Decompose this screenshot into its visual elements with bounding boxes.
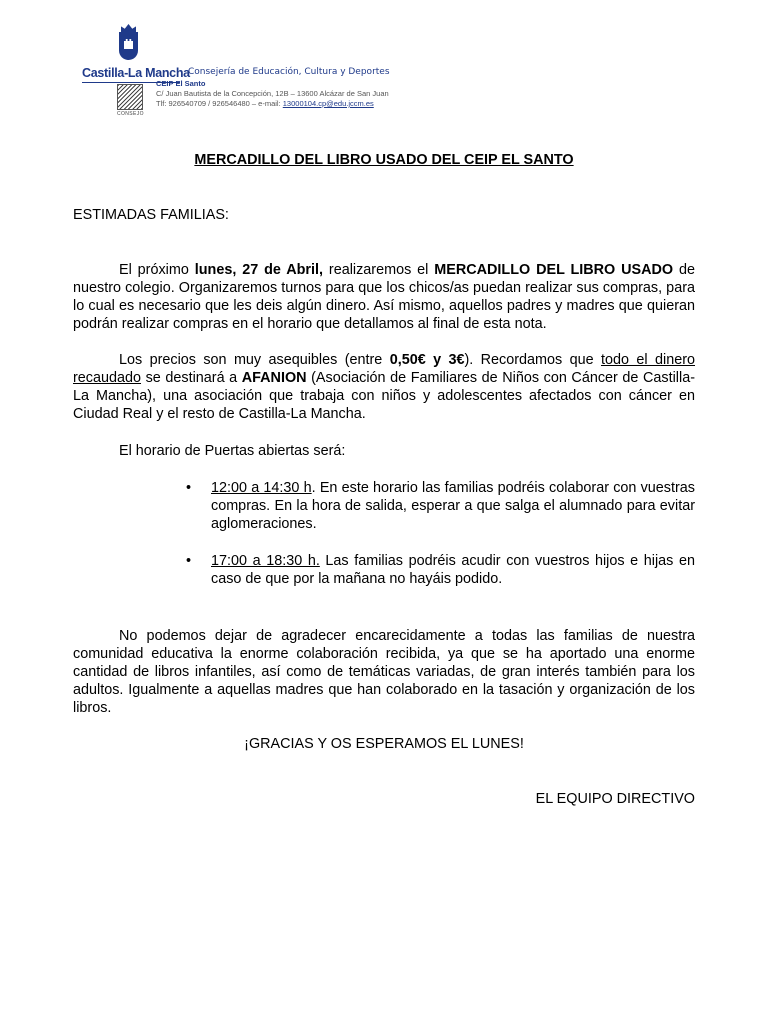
region-name: Castilla-La Mancha bbox=[82, 66, 190, 80]
school-address: C/ Juan Bautista de la Concepción, 12B – 13600 Alcázar de San Juan bbox=[156, 89, 389, 98]
bullet-icon: • bbox=[186, 553, 192, 569]
letterhead bbox=[80, 22, 400, 122]
schedule-time: 12:00 a 14:30 h bbox=[211, 480, 312, 496]
event-date: lunes, 27 de Abril, bbox=[194, 262, 324, 278]
price-range: 0,50€ y 3€ bbox=[389, 352, 465, 368]
charity-name: AFANION bbox=[241, 370, 307, 386]
coat-of-arms-icon bbox=[113, 22, 143, 64]
department-name: Consejería de Educación, Cultura y Deportes bbox=[188, 67, 390, 77]
school-name: CEIP El Santo bbox=[156, 79, 206, 88]
greeting: ESTIMADAS FAMILIAS: bbox=[73, 207, 229, 223]
event-name: MERCADILLO DEL LIBRO USADO bbox=[434, 262, 674, 278]
signature: EL EQUIPO DIRECTIVO bbox=[535, 791, 695, 807]
list-item: • 17:00 a 18:30 h. Las familias podréis acudir con vuestros hijos e hijas en caso de que por la mañana no hayáis podido. bbox=[186, 553, 695, 587]
paragraph-prices: Los precios son muy asequibles (entre 0,50€ y 3€). Recordamos que todo el dinero recaudado se destinará a AFANION (Asociación de Familiares de Niños con Cáncer de Castilla-La Mancha), una asociación que trabaja con niños y adolescentes afectados con cáncer en Ciudad Real y el resto de Castilla-La Mancha. bbox=[73, 352, 695, 422]
schedule-time: 17:00 a 18:30 h. bbox=[211, 553, 320, 569]
paragraph-intro: El próximo lunes, 27 de Abril, realizaremos el MERCADILLO DEL LIBRO USADO de nuestro colegio. Organizaremos turnos para que los chicos/as puedan realizar sus compras, para lo cual es necesario que les deis algún dinero. Así mismo, aquellos padres y madres que quieran podrán realizar compras en el horario que detallamos al final de esta nota. bbox=[73, 262, 695, 332]
schedule-list-afternoon bbox=[186, 552, 695, 588]
paragraph-schedule-intro: El horario de Puertas abiertas será: bbox=[119, 443, 346, 459]
list-item: • 12:00 a 14:30 h. En este horario las familias podréis colaborar con vuestras compras. En la hora de salida, esperar a que salga el alumnado para evitar aglomeraciones. bbox=[186, 480, 695, 532]
school-contact bbox=[156, 99, 374, 108]
paragraph-thanks: No podemos dejar de agradecer encarecidamente a todas las familias de nuestra comunidad educativa la enorme colaboración recibida, ya que se ha aportado una enorme cantidad de libros infantiles, así como de temáticas variadas, de gran interés también para los adultos. Igualmente a aquellas madres que han colaborado en la tasación y organización de los libros. bbox=[73, 628, 695, 716]
school-email-link[interactable]: 13000104.cp@edu.jccm.es bbox=[282, 99, 374, 108]
document-title: MERCADILLO DEL LIBRO USADO DEL CEIP EL SANTO bbox=[194, 152, 574, 168]
closing-thanks: ¡GRACIAS Y OS ESPERAMOS EL LUNES! bbox=[244, 736, 524, 752]
schedule-list-morning bbox=[186, 479, 695, 533]
council-emblem-icon bbox=[117, 84, 143, 110]
school-phone: Tlf: 926540709 / 926546480 – e-mail: bbox=[156, 99, 283, 108]
emblem-caption: CONSEJO bbox=[117, 111, 144, 117]
donation-note: todo el dinero recaudado bbox=[73, 352, 695, 386]
bullet-icon: • bbox=[186, 480, 192, 496]
